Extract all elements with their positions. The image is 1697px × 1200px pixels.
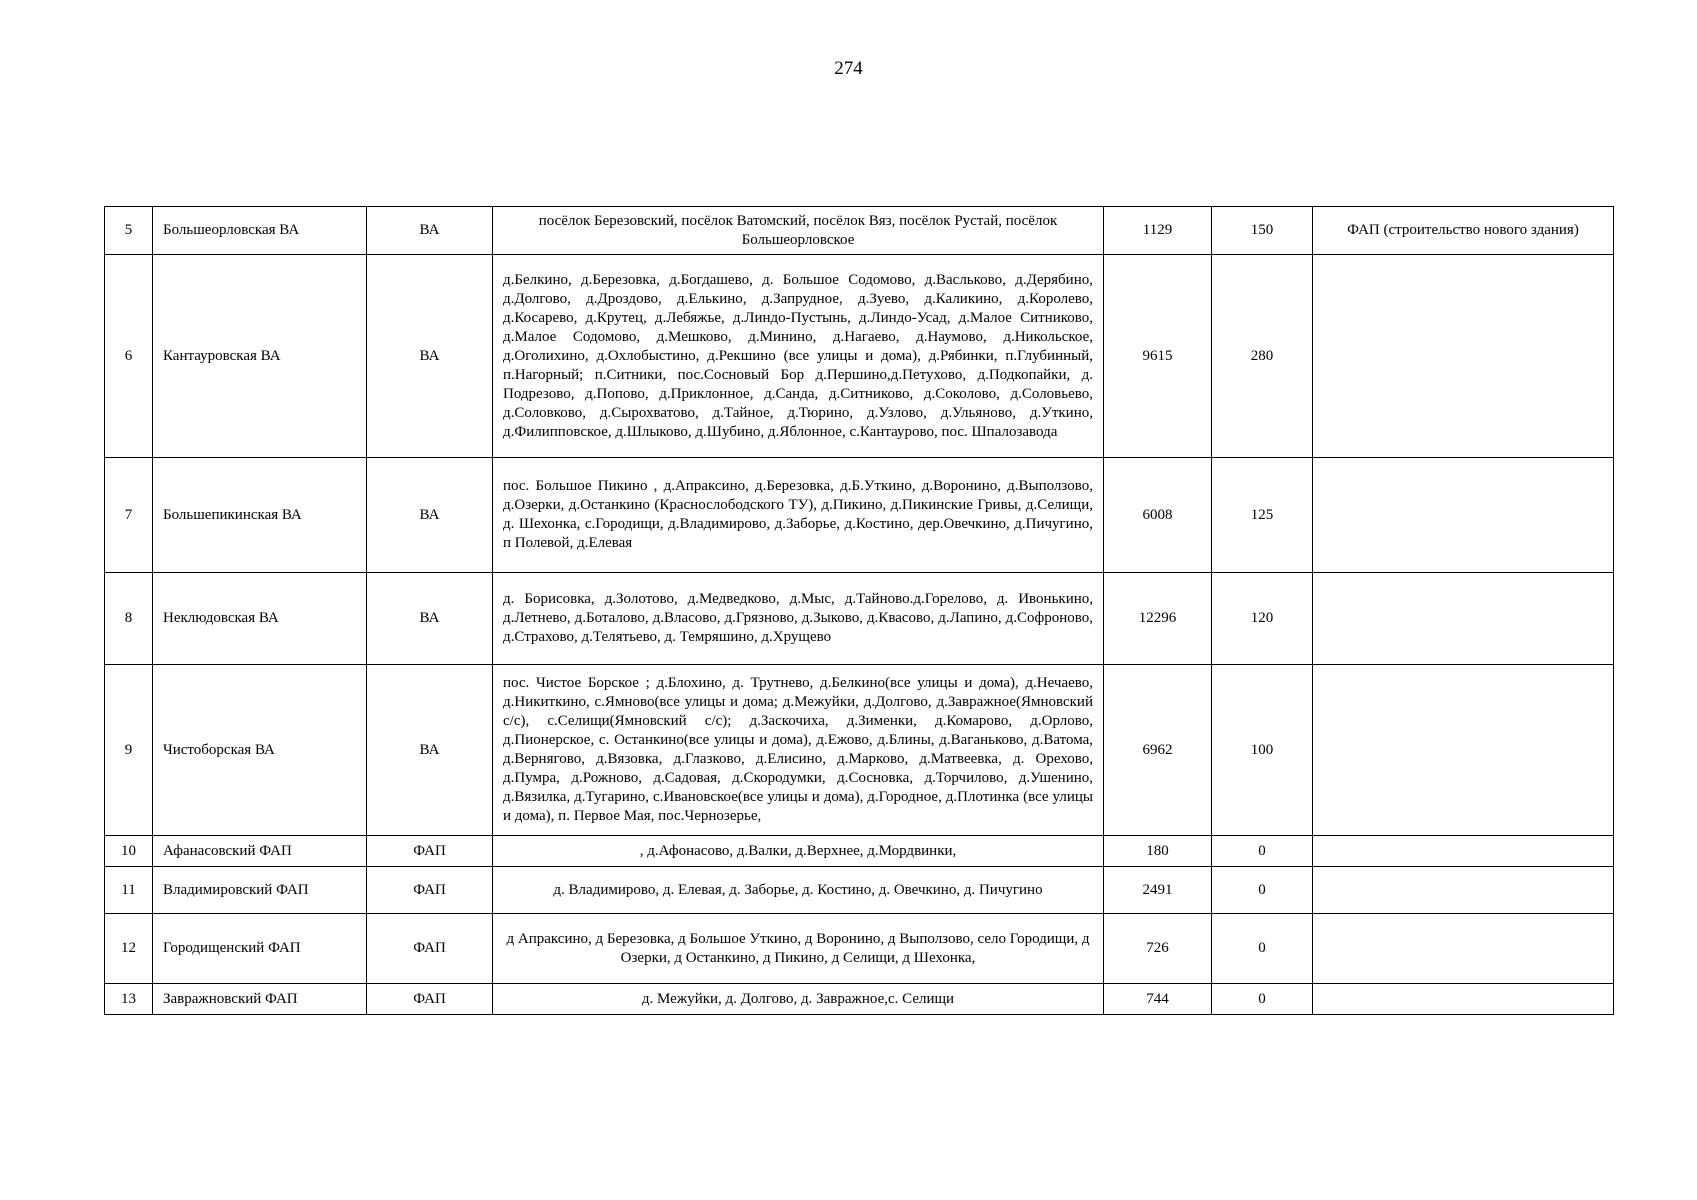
note (1313, 458, 1614, 573)
note (1313, 665, 1614, 836)
table-row (105, 914, 1614, 984)
row-number: 7 (105, 458, 153, 573)
facility-type: ВА (367, 573, 493, 665)
facility-type: ФАП (367, 984, 493, 1015)
facility-name: Большепикинская ВА (153, 458, 367, 573)
population-count: 180 (1104, 836, 1212, 867)
visits-count: 0 (1212, 867, 1313, 914)
visits-count: 150 (1212, 207, 1313, 255)
facility-name: Афанасовский ФАП (153, 836, 367, 867)
visits-count: 100 (1212, 665, 1313, 836)
table-row (105, 984, 1614, 1015)
row-number: 10 (105, 836, 153, 867)
settlements-list: пос. Большое Пикино , д.Апраксино, д.Березовка, д.Б.Уткино, д.Воронино, д.Выползово, д.Озерки, д.Останкино (Краснослободского ТУ), д.Пикино, д.Пикинские Гривы, д.Селищи, д. Шехонка, с.Городищи, д.Владимирово, д.Заборье, д.Костино, дер.Овечкино, д.Пичугино, п Полевой, д.Елевая (493, 458, 1104, 573)
settlements-list: пос. Чистое Борское ; д.Блохино, д. Трутнево, д.Белкино(все улицы и дома), д.Нечаево, д.Никиткино, с.Ямново(все улицы и дома; д.Межуйки, д.Долгово, д.Завражное(Ямновский с/с), с.Селищи(Ямновский с/с); д.Заскочиха, д.Зименки, д.Комарово, д.Орлово, д.Пионерское, с. Останкино(все улицы и дома), д.Ежово, д.Блины, д.Ваганьково, д.Ватома, д.Вернягово, д.Вязовка, д.Глазково, д.Елисино, д.Марково, д.Матвеевка, д. Орехово, д.Пумра, д.Рожново, д.Садовая, д.Скородумки, д.Сосновка, д.Торчилово, д.Ушенино, д.Вязилка, д.Тугарино, с.Ивановское(все улицы и дома), д.Городное, д.Плотинка (все улицы и дома), п. Первое Мая, пос.Чернозерье, (493, 665, 1104, 836)
visits-count: 280 (1212, 255, 1313, 458)
population-count: 6962 (1104, 665, 1212, 836)
facility-type: ВА (367, 665, 493, 836)
visits-count: 120 (1212, 573, 1313, 665)
settlements-list: д Апраксино, д Березовка, д Большое Уткино, д Воронино, д Выползово, село Городищи, д Озерки, д Останкино, д Пикино, д Селищи, д Шехонка, (493, 914, 1104, 984)
page-number: 274 (834, 58, 863, 79)
row-number: 13 (105, 984, 153, 1015)
table-row (105, 836, 1614, 867)
table-row (105, 573, 1614, 665)
note (1313, 914, 1614, 984)
note (1313, 573, 1614, 665)
facility-type: ВА (367, 255, 493, 458)
settlements-list: посёлок Березовский, посёлок Ватомский, посёлок Вяз, посёлок Рустай, посёлок Большеорловское (493, 207, 1104, 255)
facility-name: Кантауровская ВА (153, 255, 367, 458)
note: ФАП (строительство нового здания) (1313, 207, 1614, 255)
settlements-list: д. Владимирово, д. Елевая, д. Заборье, д. Костино, д. Овечкино, д. Пичугино (493, 867, 1104, 914)
facility-name: Городищенский ФАП (153, 914, 367, 984)
table-row (105, 665, 1614, 836)
table-row (105, 207, 1614, 255)
facility-type: ФАП (367, 836, 493, 867)
visits-count: 0 (1212, 984, 1313, 1015)
row-number: 12 (105, 914, 153, 984)
visits-count: 125 (1212, 458, 1313, 573)
settlements-list: д.Белкино, д.Березовка, д.Богдашево, д. Большое Содомово, д.Васльково, д.Дерябино, д.Долгово, д.Дроздово, д.Елькино, д.Запрудное, д.Зуево, д.Каликино, д.Королево, д.Косарево, д.Крутец, д.Лебяжье, д.Линдо-Пустынь, д.Линдо-Усад, д.Малое Ситниково, д.Малое Содомово, д.Мешково, д.Минино, д.Нагаево, д.Наумово, д.Никольское, д.Оголихино, д.Охлобыстино, д.Рекшино (все улицы и дома), д.Рябинки, п.Глубинный, п.Нагорный; п.Ситники, пос.Сосновый Бор д.Першино,д.Петухово, д.Подкопайки, д. Подрезово, д.Попово, д.Приклонное, д.Санда, д.Ситниково, д.Соколово, д.Соловьево, д.Соловково, д.Сырохватово, д.Тайное, д.Тюрино, д.Узлово, д.Ульяново, д.Уткино, д.Филипповское, д.Шлыково, д.Шубино, д.Яблонное, с.Кантаурово, пос. Шпалозавода (493, 255, 1104, 458)
settlements-list: , д.Афонасово, д.Валки, д.Верхнее, д.Мордвинки, (493, 836, 1104, 867)
facility-name: Большеорловская ВА (153, 207, 367, 255)
row-number: 8 (105, 573, 153, 665)
row-number: 6 (105, 255, 153, 458)
population-count: 1129 (1104, 207, 1212, 255)
facility-type: ВА (367, 207, 493, 255)
visits-count: 0 (1212, 836, 1313, 867)
settlements-list: д. Борисовка, д.Золотово, д.Медведково, д.Мыс, д.Тайново.д.Горелово, д. Ивонькино, д.Летнево, д.Боталово, д.Власово, д.Грязново, д.Зыково, д.Квасово, д.Лапино, д.Софроново, д.Страхово, д.Телятьево, д. Темряшино, д.Хрущево (493, 573, 1104, 665)
facility-name: Чистоборская ВА (153, 665, 367, 836)
facility-type: ВА (367, 458, 493, 573)
note (1313, 984, 1614, 1015)
facility-name: Завражновский ФАП (153, 984, 367, 1015)
table-row (105, 867, 1614, 914)
population-count: 6008 (1104, 458, 1212, 573)
note (1313, 836, 1614, 867)
row-number: 11 (105, 867, 153, 914)
population-count: 726 (1104, 914, 1212, 984)
row-number: 5 (105, 207, 153, 255)
facility-name: Владимировский ФАП (153, 867, 367, 914)
visits-count: 0 (1212, 914, 1313, 984)
row-number: 9 (105, 665, 153, 836)
note (1313, 255, 1614, 458)
note (1313, 867, 1614, 914)
facility-name: Неклюдовская ВА (153, 573, 367, 665)
population-count: 9615 (1104, 255, 1212, 458)
table-row (105, 255, 1614, 458)
settlements-list: д. Межуйки, д. Долгово, д. Завражное,с. Селищи (493, 984, 1104, 1015)
population-count: 12296 (1104, 573, 1212, 665)
population-count: 744 (1104, 984, 1212, 1015)
settlements-table (104, 206, 1614, 1015)
table-row (105, 458, 1614, 573)
facility-type: ФАП (367, 914, 493, 984)
facility-type: ФАП (367, 867, 493, 914)
population-count: 2491 (1104, 867, 1212, 914)
